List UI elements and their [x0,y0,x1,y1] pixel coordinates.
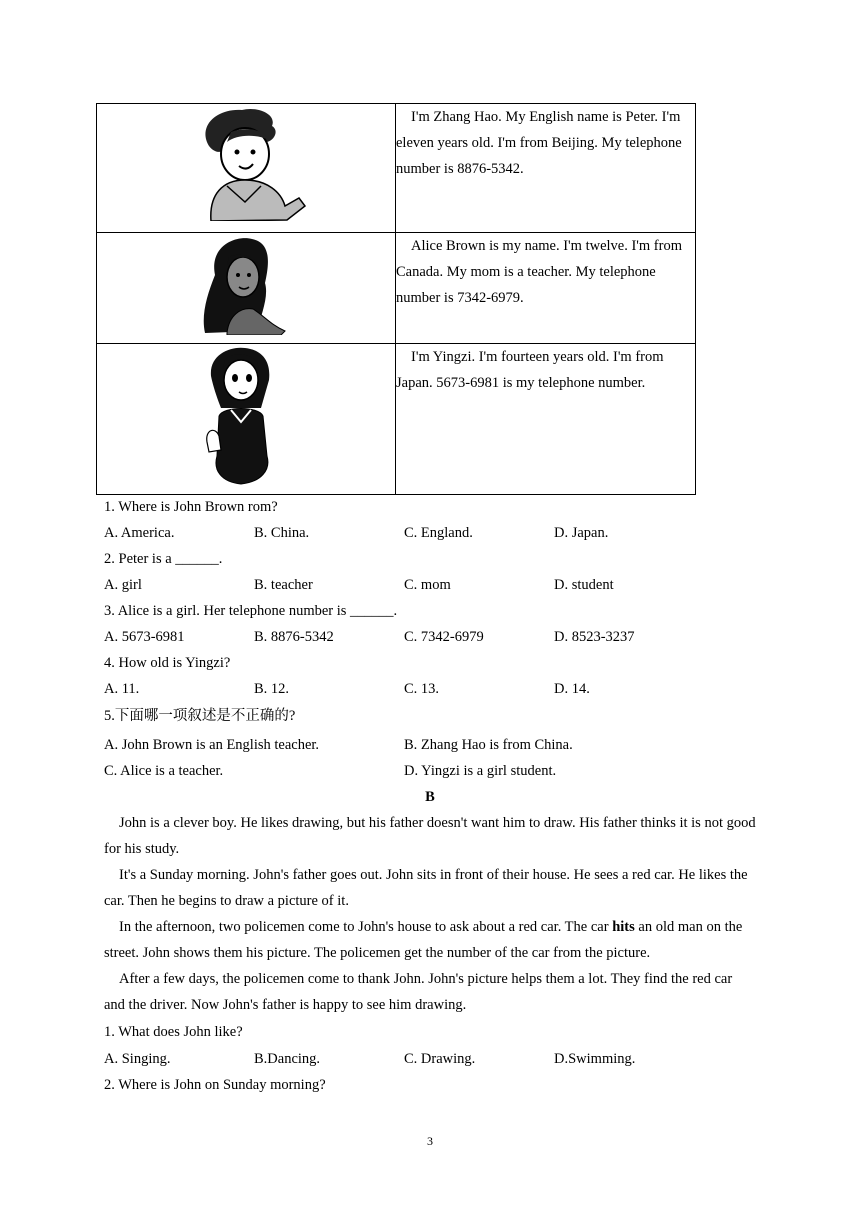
option: C. Alice is a teacher. [104,763,224,779]
profile-picture-cell [97,233,396,344]
option: A. Singing. [104,1051,171,1067]
question-a3: 3. Alice is a girl. Her telephone number is ______. [104,603,398,619]
option: A. John Brown is an English teacher. [104,737,320,753]
boy-avatar-icon [187,106,312,221]
passage-text: an old man on the street. John shows them his picture. The policemen get the number of the car from the picture. [104,919,743,961]
profile-row [97,104,696,233]
profile-picture-cell [97,344,396,495]
option: C. Drawing. [404,1051,476,1067]
profile-text: Alice Brown is my name. I'm twelve. I'm from Canada. My mom is a teacher. My telephone number is 7342-6979. [396,238,682,306]
passage-paragraph: After a few days, the policemen come to thank John. John's picture helps them a lot. They find the red car and the driver. Now John's father is happy to see him drawing. [104,971,733,1013]
option: A. America. [104,525,175,541]
question-b2: 2. Where is John on Sunday morning? [104,1077,326,1093]
passage-paragraph [104,914,756,966]
profile-picture-cell [97,104,396,233]
profile-text-cell [396,344,696,495]
option: B.Dancing. [254,1051,321,1067]
option: A. 5673-6981 [104,629,185,645]
profile-row [97,344,696,495]
passage-text: In the afternoon, two policemen come to John's house to ask about a red car. The car [119,919,613,935]
option: D. Japan. [554,525,609,541]
option: C. England. [404,525,473,541]
option: C. 13. [404,681,440,697]
option: B. 12. [254,681,290,697]
option: B. teacher [254,577,313,593]
option: D. 8523-3237 [554,629,635,645]
profile-row [97,233,696,344]
section-heading: B [425,789,435,805]
option: D.Swimming. [554,1051,636,1067]
question-a4: 4. How old is Yingzi? [104,655,231,671]
profile-table [96,103,696,495]
option: B. China. [254,525,310,541]
passage-paragraph: John is a clever boy. He likes drawing, but his father doesn't want him to draw. His father thinks it is not good for his study. [104,815,756,857]
profile-text: I'm Yingzi. I'm fourteen years old. I'm from Japan. 5673-6981 is my telephone number. [396,349,664,391]
page-number: 3 [427,1134,433,1148]
woman-avatar-icon [197,235,287,335]
option: A. girl [104,577,142,593]
option: D. 14. [554,681,590,697]
bold-word: hits [612,919,635,935]
option: D. student [554,577,614,593]
option: C. mom [404,577,451,593]
profile-text-cell [396,233,696,344]
option: C. 7342-6979 [404,629,484,645]
question-a5: 5.下面哪一项叙述是不正确的? [104,708,296,724]
question-a2: 2. Peter is a ______. [104,551,223,567]
question-a1: 1. Where is John Brown rom? [104,499,278,515]
profile-text: I'm Zhang Hao. My English name is Peter. I'm eleven years old. I'm from Beijing. My telephone number is 8876-5342. [396,109,682,177]
profile-text-cell [396,104,696,233]
girl-avatar-icon [201,346,281,486]
passage-paragraph: It's a Sunday morning. John's father goes out. John sits in front of their house. He sees a red car. He likes the car. Then he begins to draw a picture of it. [104,867,748,909]
question-b1: 1. What does John like? [104,1024,243,1040]
option: D. Yingzi is a girl student. [404,763,557,779]
option: B. 8876-5342 [254,629,334,645]
option: A. 11. [104,681,140,697]
option: B. Zhang Hao is from China. [404,737,573,753]
